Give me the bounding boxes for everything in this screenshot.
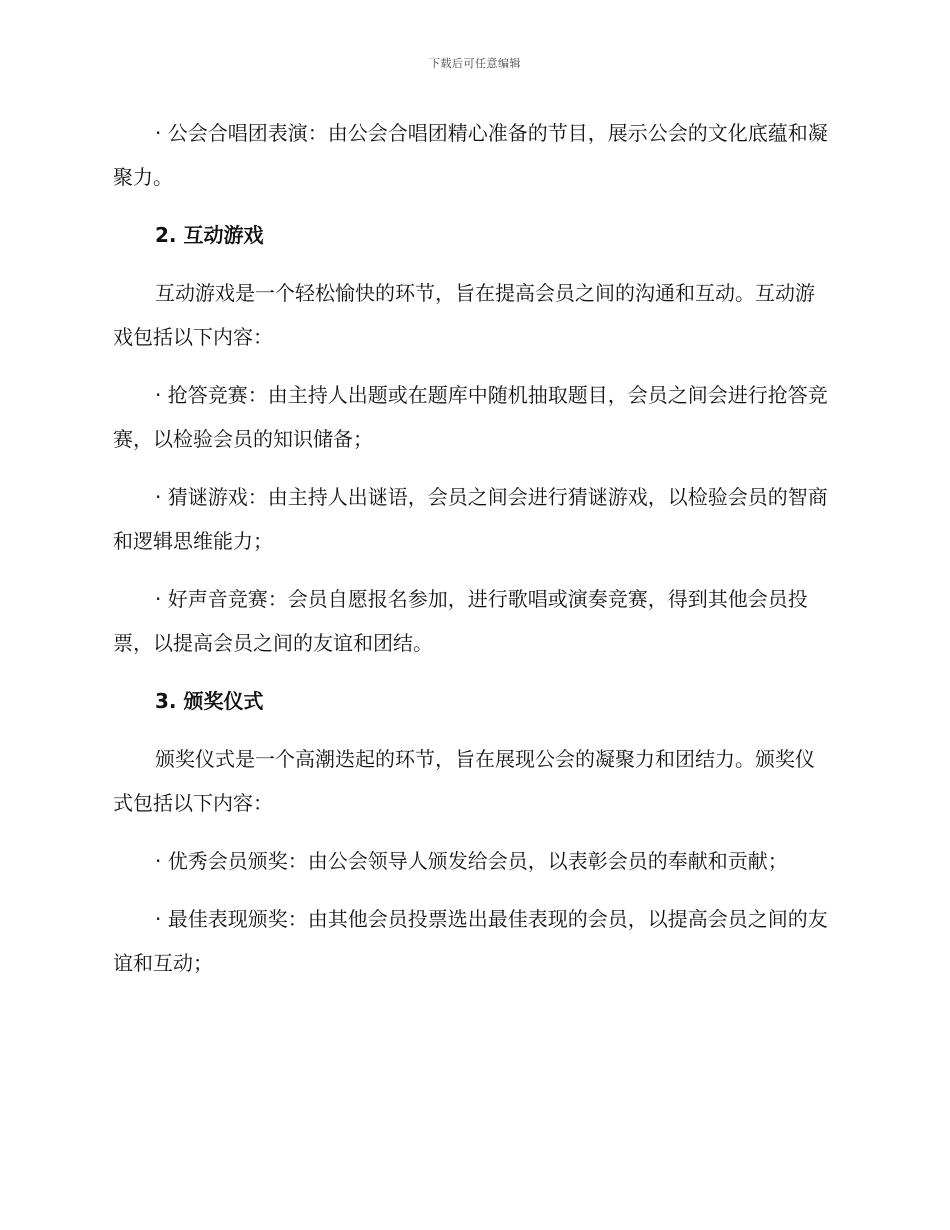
bullet-quiz-competition: · 抢答竞赛：由主持人出题或在题库中随机抽取题目，会员之间会进行抢答竞赛，以检验会员的知识储备；: [113, 383, 828, 451]
section-heading-interactive-games: 2. 互动游戏: [155, 223, 264, 247]
bullet-voice-competition: · 好声音竞赛：会员自愿报名参加，进行歌唱或演奏竞赛，得到其他会员投票，以提高会员之间的友谊和团结。: [113, 587, 808, 655]
bullet-choir-performance: · 公会合唱团表演：由公会合唱团精心准备的节目，展示公会的文化底蕴和凝聚力。: [113, 121, 828, 189]
section-heading-award-ceremony: 3. 颁奖仪式: [155, 689, 264, 713]
bullet-riddle-game: · 猜谜游戏：由主持人出谜语，会员之间会进行猜谜游戏，以检验会员的智商和逻辑思维能力；: [113, 485, 828, 553]
document-body: [113, 111, 833, 999]
bullet-best-performance-award: · 最佳表现颁奖：由其他会员投票选出最佳表现的会员，以提高会员之间的友谊和互动；: [113, 907, 828, 975]
intro-award-ceremony: 颁奖仪式是一个高潮迭起的环节，旨在展现公会的凝聚力和团结力。颁奖仪式包括以下内容：: [113, 747, 815, 815]
page-header: 下载后可任意编辑: [429, 57, 521, 70]
bullet-excellent-member-award: · 优秀会员颁奖：由公会领导人颁发给会员，以表彰会员的奉献和贡献；: [155, 849, 788, 873]
intro-interactive-games: 互动游戏是一个轻松愉快的环节，旨在提高会员之间的沟通和互动。互动游戏包括以下内容：: [113, 281, 815, 349]
